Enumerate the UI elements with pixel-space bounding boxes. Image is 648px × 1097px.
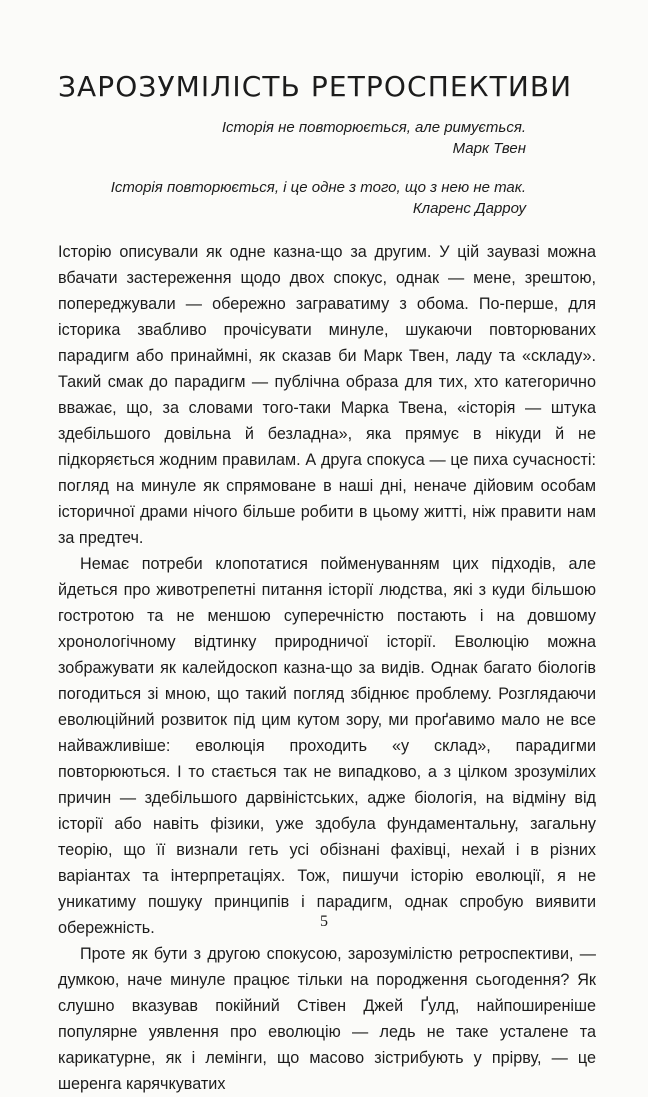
epigraph	[58, 117, 596, 159]
epigraph-author: Кларенс Дарроу	[412, 200, 526, 217]
paragraph: Немає потреби клопотатися пойменуванням цих підходів, але йдеться про животрепетні питання історії людства, які з куди більшою гостротою та не меншою суперечністю постають і на довшому хронологічному відтинку природничої історії. Еволюцію можна зображувати як калейдоскоп казна-що за видів. Однак багато біологів погодиться зі мною, що такий погляд збіднює проблему. Розглядаючи еволюційний розвиток під цим кутом зору, ми проґавимо мало не все найважливіше: еволюція проходить «у склад», парадигми повторюються. І то стається так не випадково, а з цілком зрозумілих причин — здебільшого дарвіністських, адже біологія, на відміну від історії або навіть фізики, уже здобула фундаментальну, загальну теорію, що її визнали геть усі обізнані фахівці, нехай і в різних варіантах та інтерпретаціях. Тож, пишучи історію еволюції, я не уникатиму пошуку принципів і парадигм, однак спробую виявити обережність.	[58, 555, 596, 937]
page-number: 5	[320, 913, 328, 930]
book-page	[58, 70, 596, 1097]
paragraph: Історію описували як одне казна-що за другим. У цій заувазі можна вбачати застереження щодо двох спокус, однак — мене, зрештою, попереджували — обережно заграватиму з обома. По-перше, для історика звабливо прочісувати минуле, шукаючи повторюваних парадигм або принаймні, як сказав би Марк Твен, ладу та «складу». Такий смак до парадигм — публічна образа для тих, хто категорично вважає, що, за словами того-таки Марка Твена, «історія — штука здебільшого довільна й безладна», яка прямує в нікуди й не підкоряється жодним правилам. А друга спокуса — це пиха сучасності: погляд на минуле як спрямоване в наші дні, неначе дійовим особам історичної драми нічого більше робити в цьому житті, ніж правити нам за предтеч.	[58, 243, 596, 547]
chapter-title: ЗАРОЗУМІЛІСТЬ РЕТРОСПЕКТИВИ	[58, 70, 573, 103]
body-text	[58, 239, 596, 1097]
epigraph-quote: Історія повторюється, і це одне з того, що з нею не так.	[110, 179, 526, 196]
epigraph	[58, 177, 596, 219]
paragraph: Проте як бути з другою спокусою, зарозумілістю ретроспективи, — думкою, наче минуле працює тільки на породження сьогодення? Як слушно вказував покійний Стівен Джей Ґулд, найпоширеніше популярне уявлення про еволюцію — ледь не таке усталене та карикатурне, як і лемінги, що масово зістрибують у прірву, — це шеренга карячкуватих	[58, 945, 596, 1093]
epigraph-quote: Історія не повторюється, але римується.	[221, 119, 526, 136]
epigraph-author: Марк Твен	[452, 140, 526, 157]
